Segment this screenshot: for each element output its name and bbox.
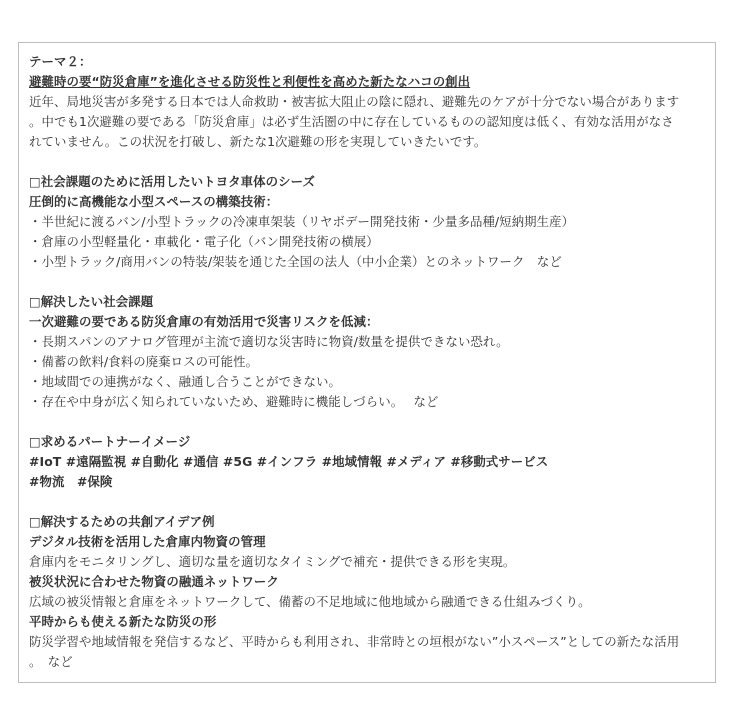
idea-description: 。 など (29, 654, 73, 669)
issues-item: ・備蓄の飲料/食料の廃棄ロスの可能性。 (29, 354, 259, 369)
theme-title: 避難時の要“防災倉庫”を進化させる防災性と利便性を高めた新たなハコの創出 (29, 74, 471, 89)
partner-tags: #物流 #保険 (29, 474, 113, 489)
idea-description: 倉庫内をモニタリングし、適切な量を適切なタイミングで補充・提供できる形を実現。 (29, 554, 516, 569)
idea-description: 広域の被災情報と倉庫をネットワークして、備蓄の不足地域に他地域から融通できる仕組みづくり。 (29, 594, 591, 609)
ideas-heading: □解決するための共創アイデア例 (29, 514, 215, 529)
idea-title: デジタル技術を活用した倉庫内物資の管理 (29, 534, 266, 549)
theme-label: テーマ２： (29, 54, 92, 69)
spacer (29, 272, 705, 292)
issues-item: ・存在や中身が広く知られていないため、避難時に機能しづらい。 など (29, 394, 439, 409)
intro-line: 。中でも1次避難の要である「防災倉庫」は必ず生活圏の中に存在しているものの認知度は低く、有効な活用がなさ (29, 114, 674, 129)
issues-item: ・長期スパンのアナログ管理が主流で適切な災害時に物資/数量を提供できない恐れ。 (29, 334, 509, 349)
spacer (29, 152, 705, 172)
issues-heading: □解決したい社会課題 (29, 294, 154, 309)
spacer (29, 492, 705, 512)
partner-tags: #IoT #遠隔監視 #自動化 #通信 #5G #インフラ #地域情報 #メディア #移動式サービス (29, 454, 549, 469)
seeds-item: ・小型トラック/商用バンの特装/架装を通じた全国の法人（中小企業）とのネットワーク など (29, 254, 562, 269)
issues-subheading: 一次避難の要である防災倉庫の有効活用で災害リスクを低減： (29, 314, 379, 329)
idea-description: 防災学習や地域情報を発信するなど、平時からも利用され、非常時との垣根がない”小スペース”としての新たな活用 (29, 634, 680, 649)
issues-item: ・地域間での連携がなく、融通し合うことができない。 (29, 374, 342, 389)
partners-heading: □求めるパートナーイメージ (29, 434, 191, 449)
intro-line: 近年、局地災害が多発する日本では人命救助・被害拡大阻止の陰に隠れ、避難先のケアが十分でない場合があります (29, 94, 680, 109)
intro-line: れていません。この状況を打破し、新たな1次避難の形を実現していきたいです。 (29, 134, 487, 149)
seeds-item: ・半世紀に渡るバン/小型トラックの冷凍車架装（リヤボデー開発技術・少量多品種/短納期生産） (29, 214, 575, 229)
idea-title: 平時からも使える新たな防災の形 (29, 614, 217, 629)
theme-content-card (18, 42, 716, 683)
seeds-heading: □社会課題のために活用したいトヨタ車体のシーズ (29, 174, 315, 189)
idea-title: 被災状況に合わせた物資の融通ネットワーク (29, 574, 279, 589)
spacer (29, 412, 705, 432)
seeds-subheading: 圧倒的に高機能な小型スペースの構築技術： (29, 194, 279, 209)
seeds-item: ・倉庫の小型軽量化・車載化・電子化（バン開発技術の横展） (29, 234, 379, 249)
